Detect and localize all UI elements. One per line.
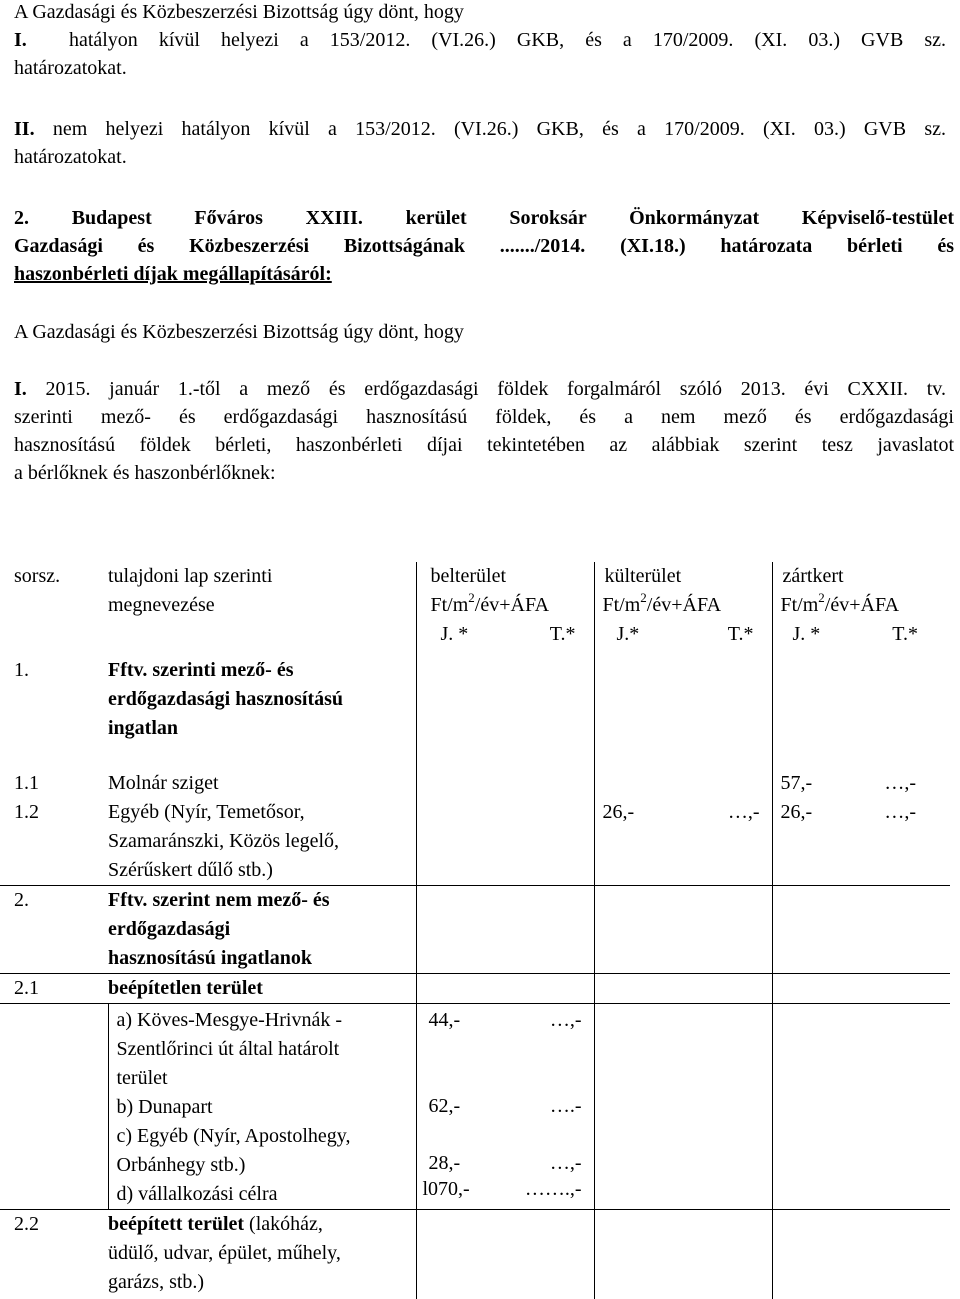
header-kul-jt bbox=[603, 620, 764, 649]
row-12-zart-values bbox=[781, 798, 917, 827]
table-row bbox=[0, 886, 950, 974]
row-21-kul-values bbox=[594, 1004, 772, 1210]
row-12-number: 1.2 bbox=[14, 798, 108, 827]
row-22-name-line3: garázs, stb.) bbox=[108, 1268, 416, 1297]
row-12-name-line2: Szamaránszki, Közös legelő, bbox=[108, 827, 416, 856]
row-21-a-line2: Szentlőrinci út által határolt bbox=[117, 1035, 416, 1064]
table-header-row bbox=[0, 562, 950, 656]
table-row bbox=[0, 769, 950, 886]
header-sorsz: sorsz. bbox=[0, 562, 108, 656]
row-21-a-t: …,- bbox=[550, 1006, 582, 1035]
row-21-d-t: …….,- bbox=[525, 1175, 582, 1204]
row-1-name-line2: erdőgazdasági hasznosítású bbox=[108, 685, 416, 714]
unit-superscript: 2 bbox=[468, 590, 475, 605]
row-21-c-line1: c) Egyéb (Nyír, Apostolhegy, bbox=[117, 1122, 416, 1151]
row-2-name-line1-rest: szerint nem mező- és bbox=[152, 889, 329, 911]
header-kul-label: külterület bbox=[603, 562, 764, 591]
unit-superscript: 2 bbox=[640, 590, 647, 605]
header-zart-unit bbox=[781, 591, 943, 620]
table-row bbox=[0, 1210, 950, 1299]
header-name-line1: tulajdoni lap szerinti bbox=[108, 562, 416, 591]
header-j: J. * bbox=[793, 620, 821, 649]
row-1-number: 1. bbox=[0, 656, 108, 769]
header-zartkert bbox=[772, 562, 950, 656]
row-21-b-values bbox=[429, 1092, 582, 1121]
option-i-cont: határozatokat. bbox=[14, 54, 127, 82]
row-21-b: b) Dunapart bbox=[117, 1093, 416, 1122]
option-ii bbox=[14, 115, 946, 143]
unit-text: /év+ÁFA bbox=[475, 594, 549, 616]
option-i-number: I. bbox=[14, 29, 27, 51]
header-name-line2: megnevezése bbox=[108, 591, 416, 620]
decision-number: I. bbox=[14, 378, 27, 400]
unit-text: /év+ÁFA bbox=[647, 594, 721, 616]
row-12-zart-j: 26,- bbox=[781, 798, 813, 827]
option-i-text: hatályon kívül helyezi a 153/2012. (VI.26.) GKB, és a 170/2009. (XI. 03.) GVB sz. bbox=[69, 29, 946, 51]
header-bel-unit bbox=[431, 591, 580, 620]
row-11-zart-values bbox=[781, 769, 917, 798]
intro2-text: A Gazdasági és Közbeszerzési Bizottság úgy dönt, hogy bbox=[14, 318, 464, 346]
fee-table bbox=[0, 562, 950, 1299]
header-t: T.* bbox=[550, 620, 576, 649]
row-2-name-line1 bbox=[108, 886, 416, 915]
row-21-c-t: …,- bbox=[550, 1149, 582, 1178]
row-12-zart-t: …,- bbox=[884, 798, 916, 827]
row-22-zart bbox=[772, 1210, 950, 1299]
row-21-c-values bbox=[429, 1149, 582, 1178]
row-1-name bbox=[108, 656, 416, 769]
row-2-number: 2. bbox=[0, 886, 108, 974]
header-j: J.* bbox=[617, 620, 640, 649]
row-1-bel bbox=[416, 656, 594, 769]
row-22-kul bbox=[594, 1210, 772, 1299]
option-ii-number: II. bbox=[14, 118, 35, 140]
row-1-zart bbox=[772, 656, 950, 769]
row-22-name-line2: üdülő, udvar, épület, műhely, bbox=[108, 1239, 416, 1268]
row-1-name-line3: ingatlan bbox=[108, 714, 416, 743]
decision-line4: a bérlőknek és haszonbérlőknek: bbox=[14, 459, 276, 487]
row-22-name-line1-rest: (lakóház, bbox=[249, 1213, 323, 1235]
row-21-b-t: ….- bbox=[550, 1092, 582, 1121]
row-2-name-line3: hasznosítású ingatlanok bbox=[108, 944, 416, 973]
row-11-12-name bbox=[108, 769, 416, 886]
row-11-12-kul bbox=[594, 769, 772, 886]
row-21-c-j: 28,- bbox=[429, 1149, 461, 1178]
header-kul-unit bbox=[603, 591, 764, 620]
header-j: J. * bbox=[441, 620, 469, 649]
unit-text: /év+ÁFA bbox=[825, 594, 899, 616]
header-zart-label: zártkert bbox=[781, 562, 943, 591]
row-21-kul-head bbox=[594, 974, 772, 1004]
header-kulterulet bbox=[594, 562, 772, 656]
row-21-bel-head bbox=[416, 974, 594, 1004]
row-2-bel bbox=[416, 886, 594, 974]
row-21-title: beépítetlen terület bbox=[108, 974, 416, 1004]
row-21-b-j: 62,- bbox=[429, 1092, 461, 1121]
unit-superscript: 2 bbox=[818, 590, 825, 605]
row-11-zart-t: …,- bbox=[884, 769, 916, 798]
table-row bbox=[0, 656, 950, 769]
row-12-kul-t: …,- bbox=[728, 798, 760, 827]
decision-line3: hasznosítású földek bérleti, haszonbérleti díjai tekintetében az alábbiak szerint tesz javaslatot bbox=[14, 431, 954, 459]
unit-text: Ft/m bbox=[431, 594, 469, 616]
row-22-number: 2.2 bbox=[0, 1210, 108, 1299]
row-22-title: beépített terület bbox=[108, 1213, 244, 1235]
decision-line1-text: 2015. január 1.-től a mező és erdőgazdasági földek forgalmáról szóló 2013. évi CXXII. tv. bbox=[45, 378, 946, 400]
row-22-name-line1 bbox=[108, 1210, 416, 1239]
row-2-fftv: Fftv. bbox=[108, 889, 147, 911]
row-11-12-zart bbox=[772, 769, 950, 886]
section-title-line1: 2. Budapest Főváros XXIII. kerület Soroksár Önkormányzat Képviselő-testület bbox=[14, 204, 954, 232]
row-12-kul-j: 26,- bbox=[603, 798, 635, 827]
row-21-a-j: 44,- bbox=[429, 1006, 461, 1035]
row-11-zart-j: 57,- bbox=[781, 769, 813, 798]
section-title-line2 bbox=[14, 232, 954, 260]
row-2-zart bbox=[772, 886, 950, 974]
header-bel-label: belterület bbox=[431, 562, 580, 591]
option-ii-text: nem helyezi hatályon kívül a 153/2012. (VI.26.) GKB, és a 170/2009. (XI. 03.) GVB sz. bbox=[53, 118, 946, 140]
row-1-kul bbox=[594, 656, 772, 769]
row-2-kul bbox=[594, 886, 772, 974]
row-21-sub-number bbox=[0, 1004, 108, 1210]
option-i bbox=[14, 26, 946, 54]
row-2-name-line2: erdőgazdasági bbox=[108, 915, 416, 944]
row-21-d-j: l070,- bbox=[423, 1175, 470, 1204]
header-belterulet bbox=[416, 562, 594, 656]
row-21-d-values bbox=[423, 1175, 582, 1204]
row-2-name bbox=[108, 886, 416, 974]
section-title-line2-a: Gazdasági és Közbeszerzési Bizottságának ......./2014. (XI.18.) bbox=[14, 235, 686, 257]
header-zart-jt bbox=[781, 620, 943, 649]
unit-text: Ft/m bbox=[603, 594, 641, 616]
decision-line1 bbox=[14, 375, 946, 403]
row-1-name-line1: Fftv. szerinti mező- és bbox=[108, 656, 416, 685]
header-bel-jt bbox=[431, 620, 580, 649]
option-ii-cont: határozatokat. bbox=[14, 143, 127, 171]
row-11-name: Molnár sziget bbox=[108, 769, 416, 798]
section-title-line3: haszonbérleti díjak megállapításáról: bbox=[14, 260, 332, 288]
row-21-zart-values bbox=[772, 1004, 950, 1210]
table-row bbox=[0, 974, 950, 1004]
row-22-bel bbox=[416, 1210, 594, 1299]
row-11-number: 1.1 bbox=[14, 769, 108, 798]
row-21-bel-values bbox=[416, 1004, 594, 1210]
decision-line2: szerinti mező- és erdőgazdasági hasznosítású földek, és a nem mező és erdőgazdasági bbox=[14, 403, 954, 431]
row-21-sub-names bbox=[108, 1004, 416, 1210]
header-name bbox=[108, 562, 416, 656]
row-22-name bbox=[108, 1210, 416, 1299]
row-21-a-line1: a) Köves-Mesgye-Hrivnák - bbox=[117, 1006, 416, 1035]
row-21-c-line2: Orbánhegy stb.) bbox=[117, 1151, 416, 1180]
row-21-a-values bbox=[429, 1006, 582, 1035]
row-11-12-number bbox=[0, 769, 108, 886]
row-12-kul-values bbox=[603, 798, 760, 827]
table-row bbox=[0, 1004, 950, 1210]
row-21-a-line3: terület bbox=[117, 1064, 416, 1093]
row-21-d: d) vállalkozási célra bbox=[117, 1180, 416, 1209]
row-21-number: 2.1 bbox=[0, 974, 108, 1004]
section-title-line2-b: határozata bérleti és bbox=[720, 235, 954, 257]
header-t: T.* bbox=[892, 620, 918, 649]
row-12-name-line1: Egyéb (Nyír, Temetősor, bbox=[108, 798, 416, 827]
row-21-zart-head bbox=[772, 974, 950, 1004]
row-12-name-line3: Szérűskert dűlő stb.) bbox=[108, 856, 416, 885]
intro-text: A Gazdasági és Közbeszerzési Bizottság úgy dönt, hogy bbox=[14, 0, 464, 26]
unit-text: Ft/m bbox=[781, 594, 819, 616]
row-11-12-bel bbox=[416, 769, 594, 886]
header-t: T.* bbox=[728, 620, 754, 649]
